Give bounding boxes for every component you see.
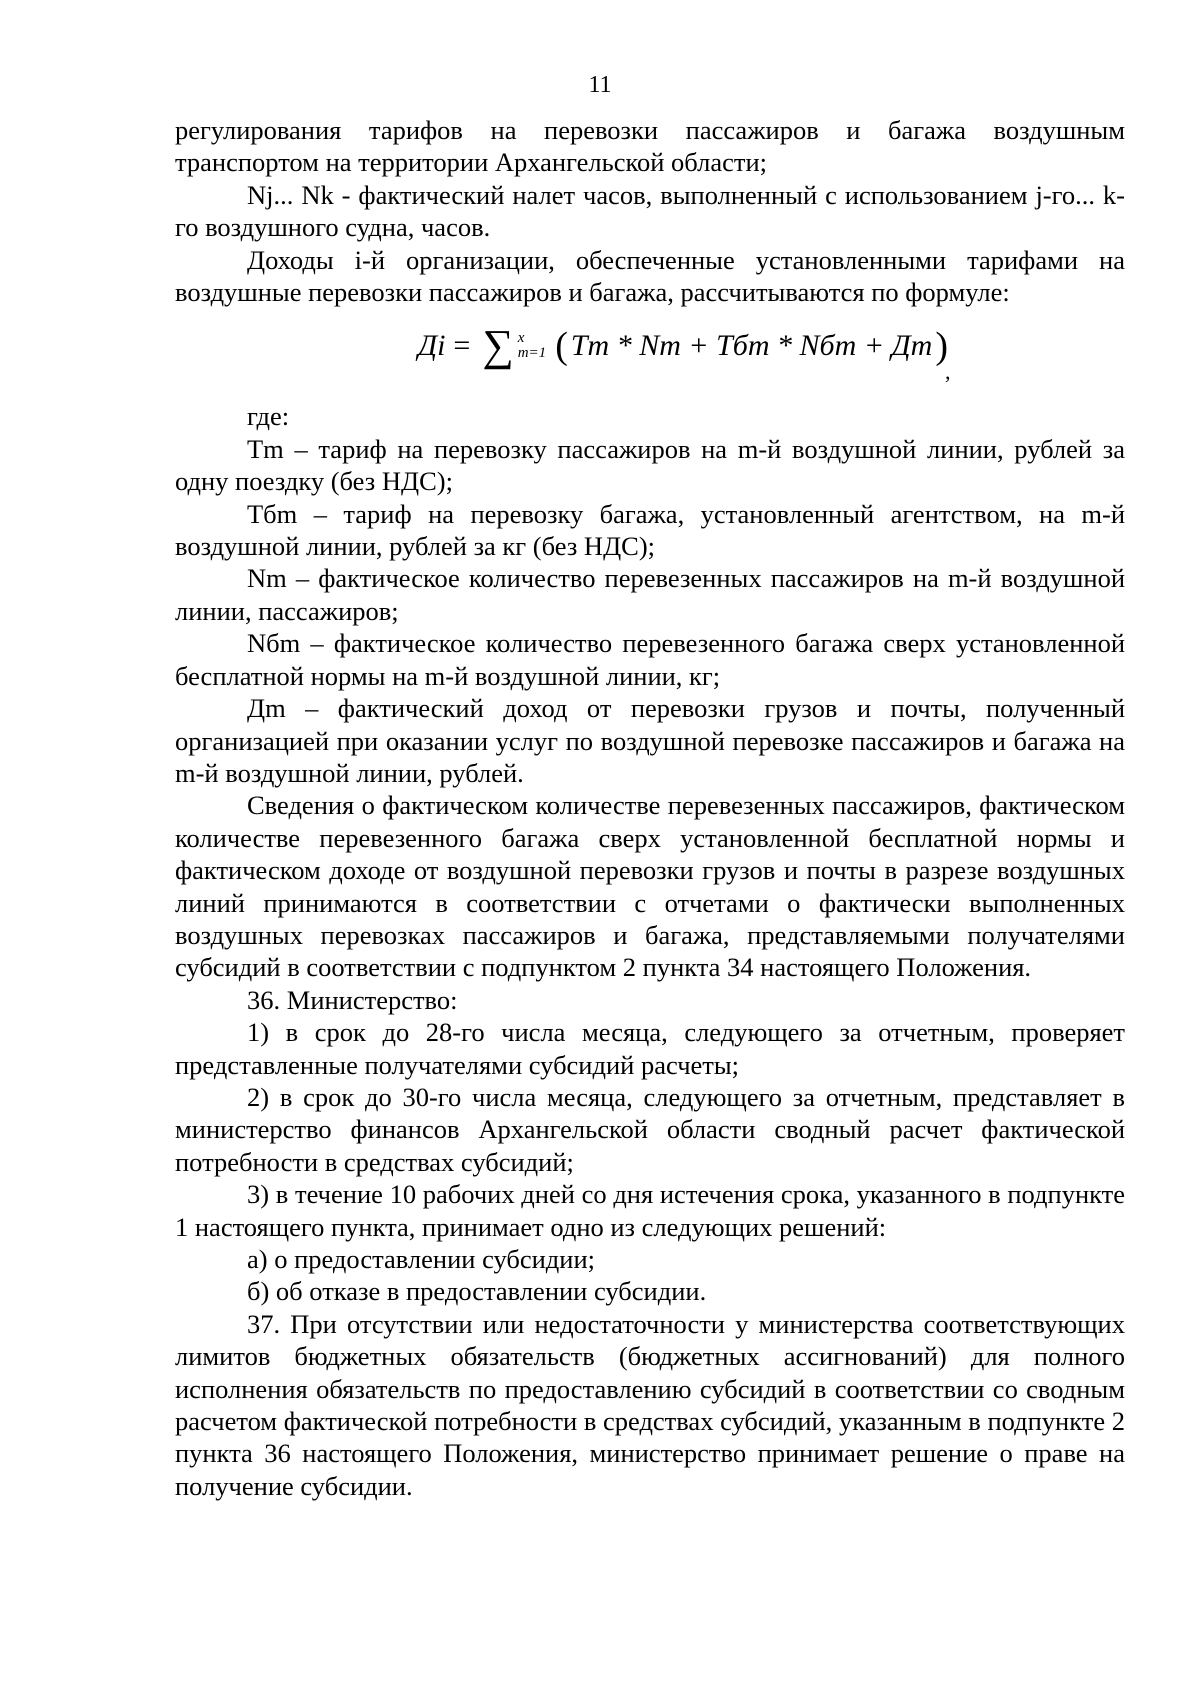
formula-close-paren: ) — [935, 325, 948, 368]
formula-lower-limit: m=1 — [517, 345, 547, 362]
paragraph-where: где: — [247, 401, 290, 432]
formula-body: Tm * Nm + Tбm * Nбm + Дm — [570, 329, 933, 363]
formula-open-paren: ( — [555, 325, 568, 368]
formula-expression — [418, 321, 951, 371]
document-body — [175, 114, 1125, 1502]
page-number: 11 — [588, 72, 612, 98]
formula-limits — [518, 331, 546, 361]
paragraph-income-intro: Доходы i-й организации, обеспеченные установленными тарифами на воздушные перевозки пассажиров и багажа, рассчитываются по формуле: — [175, 244, 1125, 308]
paragraph-item-36-1: 1) в срок до 28-го числа месяца, следующего за отчетным, проверяет представленные получателями субсидий расчеты; — [175, 1017, 1125, 1080]
paragraph-tbm-definition: Тбm – тариф на перевозку багажа, установленный агентством, на m-й воздушной линии, рублей за кг (без НДС); — [175, 498, 1125, 562]
paragraph-dm-definition: Дm – фактический доход от перевозки грузов и почты, полученный организацией при оказании услуг по воздушной перевозке пассажиров и багажа на m-й воздушной линии, рублей. — [175, 693, 1125, 788]
paragraph-continuation: регулирования тарифов на перевозки пассажиров и багажа воздушным транспортом на территории Архангельской области; — [175, 115, 1125, 178]
paragraph-item-36-3-a: а) о предоставлении субсидии; — [247, 1244, 596, 1274]
paragraph-reporting-info: Сведения о фактическом количестве перевезенных пассажиров, фактическом количестве перевезенного багажа сверх установленной бесплатной нормы и фактическом доходе от воздушной перевозки грузов и почты в разрезе воздушных линий принимаются в соответствии с отчетами о фактически выполненных воздушных перевозках пассажиров и багажа, представляемыми получателями субсидий в соответствии с подпунктом 2 пункта 34 настоящего Положения. — [175, 790, 1125, 983]
paragraph-item-36-3: 3) в течение 10 рабочих дней со дня истечения срока, указанного в подпункте 1 настоящего пункта, принимает одно из следующих решений: — [175, 1179, 1125, 1242]
formula-sigma: ∑ — [482, 321, 514, 371]
formula-trailing-comma: , — [945, 359, 951, 385]
income-formula — [175, 308, 1125, 400]
paragraph-nbm-definition: Nбm – фактическое количество перевезенного багажа сверх установленной бесплатной нормы на m-й воздушной линии, кг; — [175, 628, 1125, 691]
formula-equals: = — [453, 329, 471, 363]
paragraph-item-37: 37. При отсутствии или недостаточности у министерства соответствующих лимитов бюджетных обязательств (бюджетных ассигнований) для полного исполнения обязательств по предоставлению субсидий в соответствии со сводным расчетом фактической потребности в средствах субсидий, указанным в подпункте 2 пункта 36 настоящего Положения, министерство принимает решение о праве на получение субсидии. — [175, 1308, 1125, 1501]
paragraph-nj-nk-definition: Nj... Nk - фактический налет часов, выполненный с использованием j-го... k-го воздушного судна, часов. — [175, 179, 1125, 243]
paragraph-nm-definition: Nm – фактическое количество перевезенных пассажиров на m-й воздушной линии, пассажиров; — [175, 563, 1125, 626]
formula-upper-limit: x — [517, 330, 525, 347]
paragraph-item-36: 36. Министерство: — [247, 984, 458, 1015]
formula-lhs: Дi — [418, 329, 446, 363]
paragraph-item-36-3-b: б) об отказе в предоставлении субсидии. — [247, 1276, 707, 1307]
paragraph-item-36-2: 2) в срок до 30-го числа месяца, следующего за отчетным, представляет в министерство финансов Архангельской области сводный расчет фактической потребности в средствах субсидий; — [175, 1081, 1125, 1177]
paragraph-tm-definition: Tm – тариф на перевозку пассажиров на m-й воздушной линии, рублей за одну поездку (без НДС); — [175, 433, 1125, 497]
